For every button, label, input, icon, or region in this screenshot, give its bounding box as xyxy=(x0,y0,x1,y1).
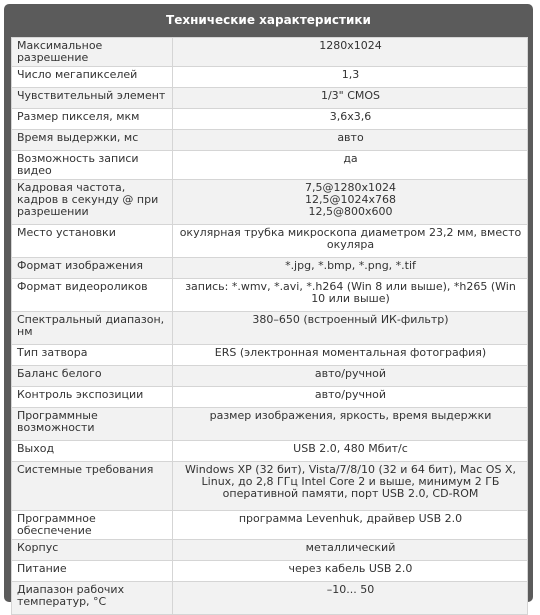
spec-value: запись: *.wmv, *.avi, *.h264 (Win 8 или выше), *h265 (Win 10 или выше) xyxy=(173,279,528,312)
spec-value: *.jpg, *.bmp, *.png, *.tif xyxy=(173,258,528,279)
spec-panel xyxy=(4,4,533,608)
spec-value: Windows XP (32 бит), Vista/7/8/10 (32 и 64 бит), Mac OS X, Linux, до 2,8 ГГц Intel Core 2 и выше, минимум 2 ГБ оперативной памяти, порт USB 2.0, CD-ROM xyxy=(173,462,528,511)
table-row xyxy=(12,345,528,366)
spec-label: Формат изображения xyxy=(12,258,173,279)
spec-label: Питание xyxy=(12,561,173,582)
spec-value: USB 2.0, 480 Мбит/с xyxy=(173,441,528,462)
spec-label: Место установки xyxy=(12,225,173,258)
table-row xyxy=(12,225,528,258)
spec-label: Размер пикселя, мкм xyxy=(12,109,173,130)
spec-value: через кабель USB 2.0 xyxy=(173,561,528,582)
spec-value: металлический xyxy=(173,540,528,561)
spec-value: 3,6x3,6 xyxy=(173,109,528,130)
table-row xyxy=(12,38,528,67)
table-row xyxy=(12,561,528,582)
spec-label: Диапазон рабочих температур, °С xyxy=(12,582,173,615)
table-row xyxy=(12,130,528,151)
table-row xyxy=(12,258,528,279)
spec-label: Спектральный диапазон, нм xyxy=(12,312,173,345)
spec-label: Кадровая частота, кадров в секунду @ при разрешении xyxy=(12,180,173,225)
spec-table xyxy=(11,37,528,615)
spec-label: Тип затвора xyxy=(12,345,173,366)
spec-value: 1280x1024 xyxy=(173,38,528,67)
spec-value: 380–650 (встроенный ИК-фильтр) xyxy=(173,312,528,345)
spec-label: Чувствительный элемент xyxy=(12,88,173,109)
table-row xyxy=(12,408,528,441)
spec-label: Время выдержки, мс xyxy=(12,130,173,151)
spec-label: Программные возможности xyxy=(12,408,173,441)
spec-value: –10... 50 xyxy=(173,582,528,615)
spec-value: да xyxy=(173,151,528,180)
spec-label: Максимальное разрешение xyxy=(12,38,173,67)
table-row xyxy=(12,88,528,109)
spec-label: Выход xyxy=(12,441,173,462)
spec-label: Число мегапикселей xyxy=(12,67,173,88)
spec-label: Корпус xyxy=(12,540,173,561)
spec-value: авто/ручной xyxy=(173,366,528,387)
table-row xyxy=(12,462,528,511)
spec-value: окулярная трубка микроскопа диаметром 23,2 мм, вместо окуляра xyxy=(173,225,528,258)
spec-value: 1,3 xyxy=(173,67,528,88)
table-row xyxy=(12,67,528,88)
spec-label: Формат видеороликов xyxy=(12,279,173,312)
table-row xyxy=(12,109,528,130)
spec-value: авто xyxy=(173,130,528,151)
table-row xyxy=(12,540,528,561)
spec-value: ERS (электронная моментальная фотография) xyxy=(173,345,528,366)
spec-value: 1/3" CMOS xyxy=(173,88,528,109)
table-row xyxy=(12,151,528,180)
spec-value: размер изображения, яркость, время выдержки xyxy=(173,408,528,441)
spec-value: авто/ручной xyxy=(173,387,528,408)
spec-label: Контроль экспозиции xyxy=(12,387,173,408)
spec-label: Системные требования xyxy=(12,462,173,511)
spec-value: 7,5@1280x1024 12,5@1024x768 12,5@800x600 xyxy=(173,180,528,225)
table-row xyxy=(12,180,528,225)
spec-label: Возможность записи видео xyxy=(12,151,173,180)
spec-label: Баланс белого xyxy=(12,366,173,387)
spec-title: Технические характеристики xyxy=(166,13,371,27)
table-row xyxy=(12,312,528,345)
table-row xyxy=(12,366,528,387)
table-row xyxy=(12,387,528,408)
table-row xyxy=(12,279,528,312)
spec-value: программа Levenhuk, драйвер USB 2.0 xyxy=(173,511,528,540)
table-row xyxy=(12,511,528,540)
spec-label: Программное обеспечение xyxy=(12,511,173,540)
table-row xyxy=(12,441,528,462)
